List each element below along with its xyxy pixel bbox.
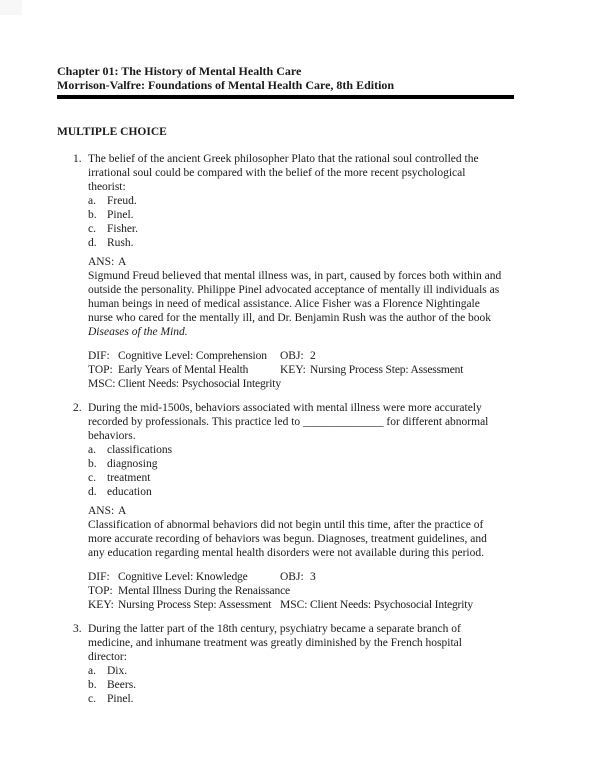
question-1-metadata [88,349,514,391]
book-title: Morrison-Valfre: Foundations of Mental Health Care, 8th Edition [57,78,395,92]
question-2-stem-line-2: recorded by professionals. This practice led to ______________ for different abnormal [88,416,489,428]
metadata-row [88,570,514,584]
rationale-line: Sigmund Freud believed that mental illness was, in part, caused by forces both within and [88,270,502,282]
question-3-number: 3. [73,623,82,635]
answer-label: ANS: [88,256,115,268]
rationale-line: more accurate recording of behaviors was begun. Diagnoses, treatment guidelines, and [88,533,487,545]
question-1-option-c [88,222,514,236]
question-1-answer-line [88,255,514,269]
question-1-stem-line-1: The belief of the ancient Greek philosopher Plato that the rational soul controlled the [88,153,479,165]
meta-top-label: TOP: [88,364,113,376]
question-1-option-b [88,208,514,222]
meta-msc-value: Client Needs: Psychosocial Integrity [118,378,281,390]
meta-obj-label: OBJ: [280,350,304,362]
meta-dif-value: Cognitive Level: Knowledge [118,571,248,583]
meta-msc-label: MSC: [88,378,116,390]
question-3-option-a [88,664,514,678]
meta-msc-label: MSC: [280,599,308,611]
question-2-option-a [88,443,514,457]
question-2 [57,401,514,612]
rationale-book-title: Diseases of the Mind. [88,326,188,338]
document-header [57,64,514,92]
question-2-metadata [88,570,514,612]
question-3-stem-line-2: medicine, and inhumane treatment was greatly diminished by the French hospital [88,637,462,649]
option-letter: a. [88,195,96,207]
option-letter: d. [88,237,97,249]
option-letter: a. [88,444,96,456]
option-letter: c. [88,223,96,235]
question-1-number: 1. [73,153,82,165]
metadata-row [88,363,514,377]
question-1-option-a [88,194,514,208]
meta-msc-value: Client Needs: Psychosocial Integrity [310,599,473,611]
meta-top-value: Early Years of Mental Health [118,364,249,376]
meta-dif-value: Cognitive Level: Comprehension [118,350,267,362]
option-letter: b. [88,679,97,691]
option-letter: a. [88,665,96,677]
meta-key-value: Nursing Process Step: Assessment [118,599,272,611]
meta-obj-value: 2 [310,350,316,362]
question-2-option-c [88,471,514,485]
answer-label: ANS: [88,505,115,517]
metadata-row [88,584,514,598]
meta-key-value: Nursing Process Step: Assessment [310,364,464,376]
meta-obj-value: 3 [310,571,316,583]
option-text: treatment [107,472,151,484]
rationale-line: outside the personality. Philippe Pinel advocated acceptance of mentally ill individuals as [88,284,500,296]
question-3-body [88,622,514,706]
question-2-body [88,401,514,612]
option-text: Fisher. [107,223,138,235]
option-text: Pinel. [107,209,134,221]
meta-top-label: TOP: [88,585,113,597]
question-3-option-b [88,678,514,692]
question-2-rationale [88,518,514,560]
question-1-body [88,152,514,391]
meta-key-label: KEY: [88,599,114,611]
question-1-option-d [88,236,514,250]
question-3-stem-line-1: During the latter part of the 18th century, psychiatry became a separate branch of [88,623,461,635]
question-2-stem-line-1: During the mid-1500s, behaviors associated with mental illness were more accurately [88,402,482,414]
question-2-option-b [88,457,514,471]
question-2-option-d [88,485,514,499]
option-text: Rush. [107,237,134,249]
rationale-line: any education regarding mental health disorders were not available during this period. [88,547,484,559]
meta-top-value: Mental Illness During the Renaissance [118,585,291,597]
metadata-row [88,349,514,363]
option-text: education [107,486,152,498]
meta-obj-label: OBJ: [280,571,304,583]
answer-value: A [118,256,127,268]
rationale-line: Classification of abnormal behaviors did not begin until this time, after the practice of [88,519,484,531]
question-3 [57,622,514,706]
answer-value: A [118,505,127,517]
meta-dif-label: DIF: [88,350,110,362]
rationale-line: human beings in need of medical assistance. Alice Fisher was a Florence Nightingale [88,298,480,310]
option-letter: b. [88,209,97,221]
option-text: Beers. [107,679,137,691]
scan-artifact-corner [0,0,22,15]
metadata-row [88,377,514,391]
option-letter: b. [88,458,97,470]
question-1-rationale [88,269,514,339]
section-heading: MULTIPLE CHOICE [57,126,167,138]
metadata-row [88,598,514,612]
option-text: Freud. [107,195,137,207]
chapter-title: Chapter 01: The History of Mental Health Care [57,64,302,78]
question-2-number: 2. [73,402,82,414]
meta-key-label: KEY: [280,364,306,376]
header-divider [57,95,514,99]
question-2-answer-line [88,504,514,518]
question-3-stem-line-3: director: [88,651,127,663]
rationale-line: nurse who cared for the mentally ill, and Dr. Benjamin Rush was the author of the book [88,312,492,324]
option-text: diagnosing [107,458,158,470]
option-text: Dix. [107,665,128,677]
question-1 [57,152,514,391]
option-text: classifications [107,444,173,456]
option-letter: d. [88,486,97,498]
question-1-stem-line-2: irrational soul could be compared with the belief of the more recent psychological [88,167,466,179]
meta-dif-label: DIF: [88,571,110,583]
option-text: Pinel. [107,693,134,705]
question-list [57,152,514,706]
question-1-stem-line-3: theorist: [88,181,126,193]
question-3-option-c [88,692,514,706]
question-2-stem-line-3: behaviors. [88,430,136,442]
option-letter: c. [88,693,96,705]
option-letter: c. [88,472,96,484]
